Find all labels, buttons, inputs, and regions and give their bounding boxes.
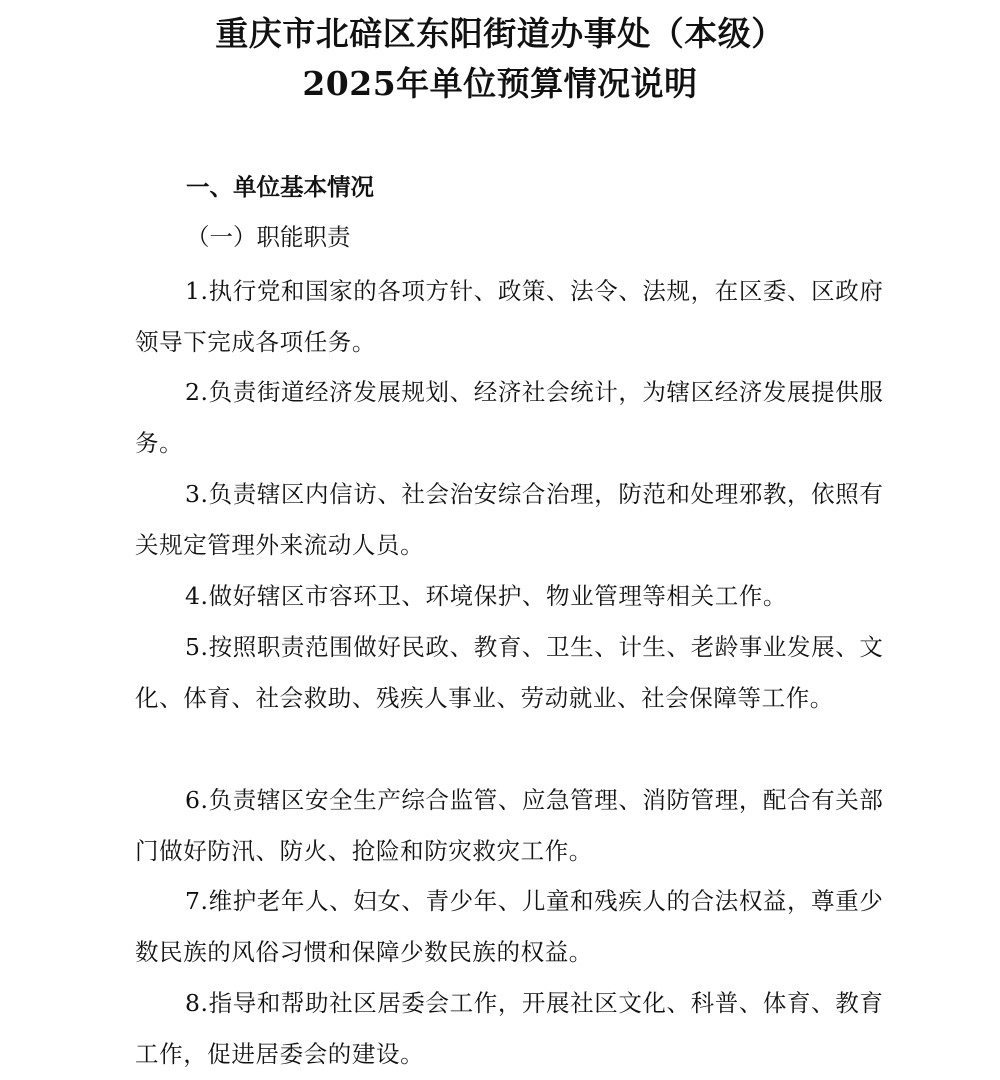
duty-paragraph-1: 1.执行党和国家的各项方针、政策、法令、法规，在区委、区政府领导下完成各项任务。 <box>135 277 884 356</box>
duty-paragraph-8: 8.指导和帮助社区居委会工作，开展社区文化、科普、体育、教育工作，促进居委会的建设。 <box>135 989 884 1068</box>
document-title-line-2: 2025年单位预算情况说明 <box>302 64 698 103</box>
duty-paragraph-2: 2.负责街道经济发展规划、经济社会统计，为辖区经济发展提供服务。 <box>135 378 884 457</box>
duty-paragraph-3: 3.负责辖区内信访、社会治安综合治理，防范和处理邪教，依照有关规定管理外来流动人员。 <box>135 480 884 559</box>
duty-paragraph-6: 6.负责辖区安全生产综合监管、应急管理、消防管理，配合有关部门做好防汛、防火、抢险和防灾救灾工作。 <box>135 786 884 865</box>
section-heading-basic-info: 一、单位基本情况 <box>186 173 374 201</box>
document-title-line-1: 重庆市北碚区东阳街道办事处（本级） <box>215 14 785 53</box>
duty-paragraph-4: 4.做好辖区市容环卫、环境保护、物业管理等相关工作。 <box>185 582 788 610</box>
duty-paragraph-5: 5.按照职责范围做好民政、教育、卫生、计生、老龄事业发展、文化、体育、社会救助、残疾人事业、劳动就业、社会保障等工作。 <box>135 633 884 712</box>
duty-paragraph-7: 7.维护老年人、妇女、青少年、儿童和残疾人的合法权益，尊重少数民族的风俗习惯和保障少数民族的权益。 <box>135 887 884 966</box>
subsection-heading-duties: （一）职能职责 <box>186 223 351 251</box>
